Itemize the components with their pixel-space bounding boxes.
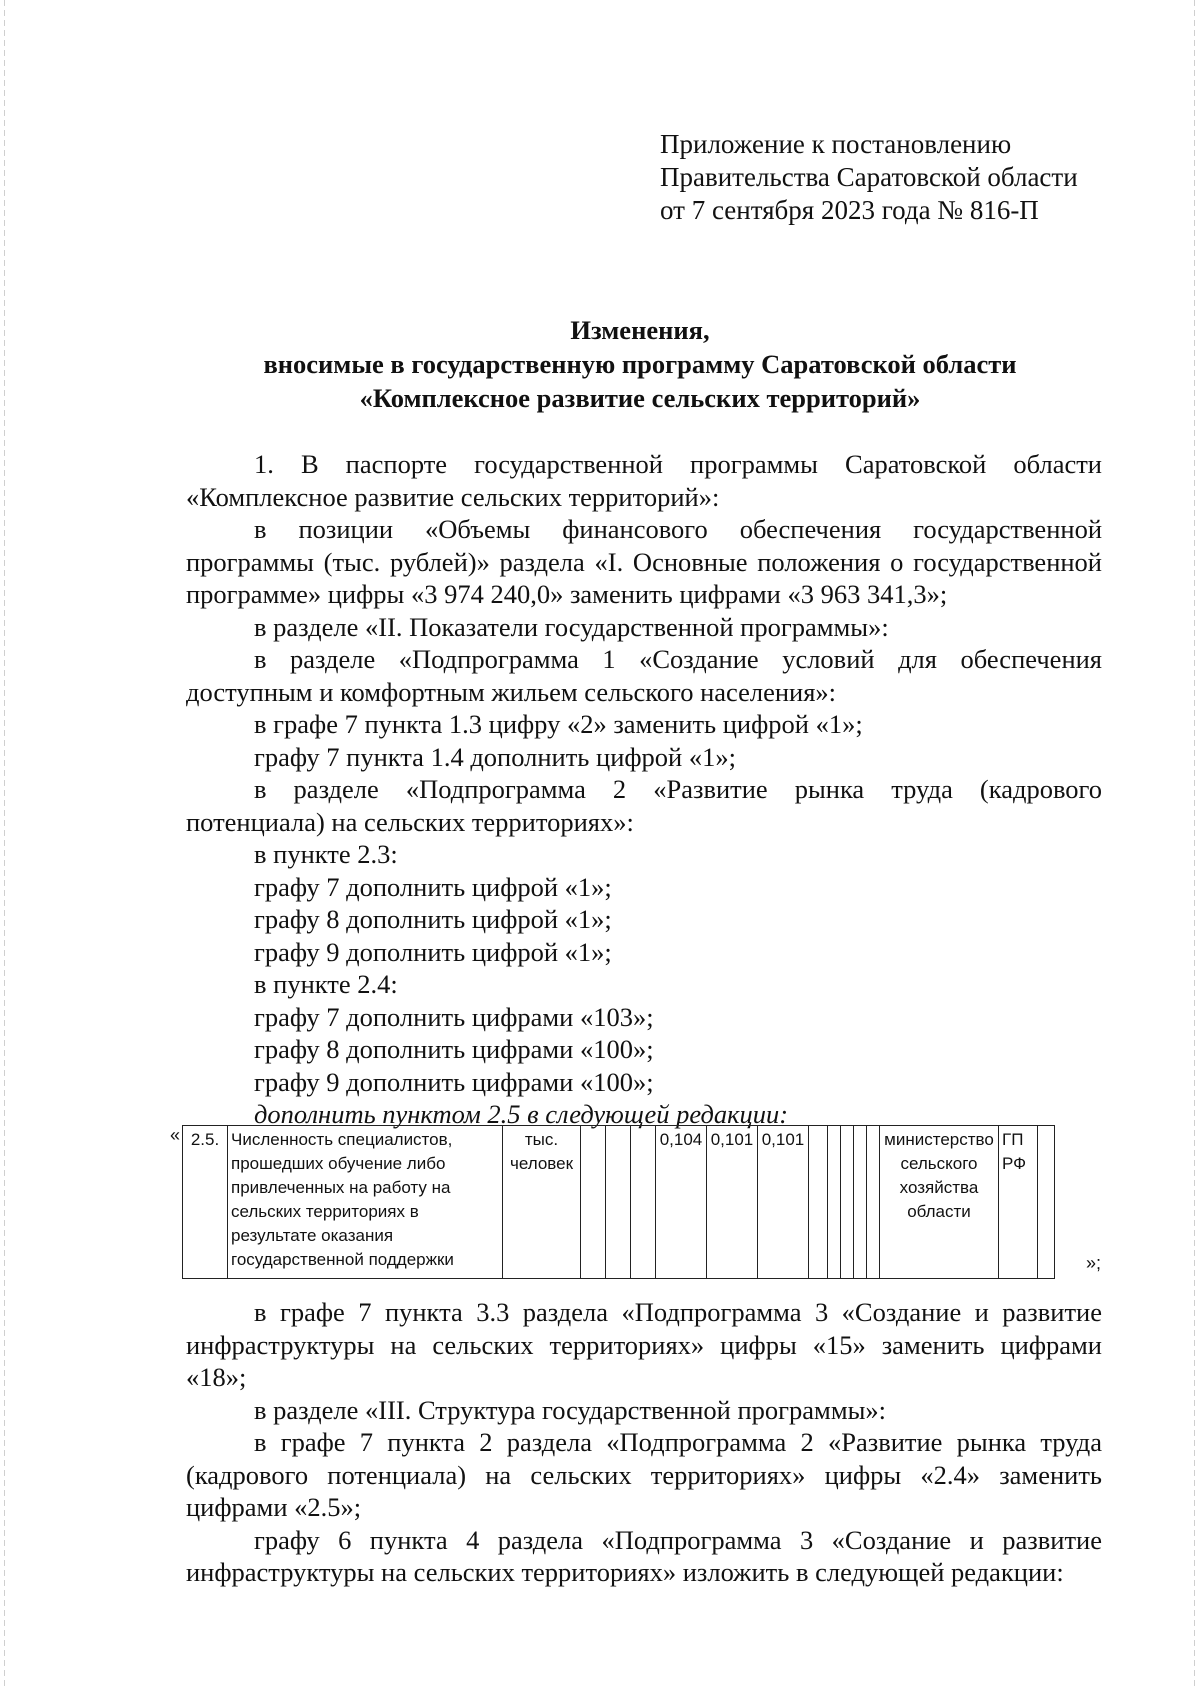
- paragraph: в пункте 2.3:: [254, 839, 398, 869]
- paragraph: графу 8 дополнить цифрами «100»;: [254, 1034, 654, 1064]
- title-line-2: вносимые в государственную программу Саратовской области: [263, 349, 1017, 379]
- cell-value-col7: 0,104: [656, 1126, 707, 1279]
- paragraph: графу 7 дополнить цифрой «1»;: [254, 871, 612, 902]
- cell-empty: [1038, 1126, 1055, 1279]
- table-row: [182, 1125, 1055, 1279]
- approval-line-3: от 7 сентября 2023 года № 816-П: [660, 195, 1039, 225]
- paragraph: дополнить пунктом 2.5 в следующей редакции:: [254, 1099, 789, 1129]
- document-title: [150, 313, 1130, 415]
- scan-edge-left: [4, 0, 5, 1686]
- approval-block: [660, 128, 1078, 227]
- paragraph: в позиции «Объемы финансового обеспечения государственной программы (тыс. рублей)» раздела «I. Основные положения о государственной программе» цифры «3 974 240,0» заменить цифрами «3 963 341,3»;: [186, 514, 1102, 609]
- open-quote: «: [170, 1125, 181, 1145]
- paragraph: в разделе «Подпрограмма 1 «Создание условий для обеспечения доступным и комфортным жильем сельского населения»:: [186, 644, 1102, 707]
- cell-empty: [854, 1126, 867, 1279]
- title-line-3: «Комплексное развитие сельских территорий»: [359, 383, 921, 413]
- cell-value-col8: 0,101: [707, 1126, 758, 1279]
- approval-line-2: Правительства Саратовской области: [660, 162, 1078, 192]
- cell-empty: [631, 1126, 656, 1279]
- cell-responsible: министерство сельского хозяйства области: [880, 1126, 999, 1279]
- paragraph: в графе 7 пункта 2 раздела «Подпрограмма 2 «Развитие рынка труда (кадрового потенциала) на сельских территориях» цифры «2.4» заменить цифрами «2.5»;: [186, 1427, 1102, 1522]
- paragraph: графу 7 дополнить цифрами «103»;: [254, 1001, 654, 1032]
- cell-empty: [606, 1126, 631, 1279]
- scan-edge-right: [1194, 0, 1195, 1686]
- paragraph: в разделе «Подпрограмма 2 «Развитие рынка труда (кадрового потенциала) на сельских территориях»:: [186, 774, 1102, 837]
- title-line-1: Изменения,: [570, 315, 710, 345]
- cell-empty: [828, 1126, 841, 1279]
- document-body-continued: [186, 1296, 1102, 1589]
- cell-empty: [867, 1126, 880, 1279]
- paragraph: графу 7 пункта 1.4 дополнить цифрой «1»;: [254, 741, 736, 772]
- cell-value-col9: 0,101: [758, 1126, 809, 1279]
- paragraph: в разделе «II. Показатели государственной программы»:: [254, 611, 889, 642]
- cell-unit: тыс. человек: [503, 1126, 581, 1279]
- approval-line-1: Приложение к постановлению: [660, 129, 1012, 159]
- paragraph: в разделе «III. Структура государственной программы»:: [254, 1394, 887, 1425]
- paragraph: графу 9 дополнить цифрами «100»;: [254, 1066, 654, 1097]
- cell-link: ГП РФ: [999, 1126, 1038, 1279]
- cell-empty: [841, 1126, 854, 1279]
- paragraph: графу 8 дополнить цифрой «1»;: [254, 904, 612, 934]
- paragraph: в графе 7 пункта 3.3 раздела «Подпрограмма 3 «Создание и развитие инфраструктуры на сельских территориях» цифры «15» заменить цифрами «18»;: [186, 1297, 1102, 1392]
- inserted-table: [170, 1125, 1110, 1281]
- paragraph: графу 6 пункта 4 раздела «Подпрограмма 3 «Создание и развитие инфраструктуры на сельских территориях» изложить в следующей редакции:: [186, 1524, 1102, 1587]
- paragraph: в графе 7 пункта 1.3 цифру «2» заменить цифрой «1»;: [254, 709, 863, 739]
- cell-empty: [809, 1126, 828, 1279]
- paragraph: графу 9 дополнить цифрой «1»;: [254, 936, 612, 967]
- cell-indicator-name: Численность специалистов, прошедших обучение либо привлеченных на работу на сельских территориях в результате оказания государственной поддержки: [228, 1126, 503, 1279]
- document-body: [186, 448, 1102, 1131]
- cell-number: 2.5.: [183, 1126, 228, 1279]
- paragraph: в пункте 2.4:: [254, 969, 398, 999]
- paragraph: 1. В паспорте государственной программы Саратовской области «Комплексное развитие сельских территорий»:: [186, 449, 1102, 512]
- close-quote: »;: [1086, 1253, 1102, 1273]
- cell-empty: [581, 1126, 606, 1279]
